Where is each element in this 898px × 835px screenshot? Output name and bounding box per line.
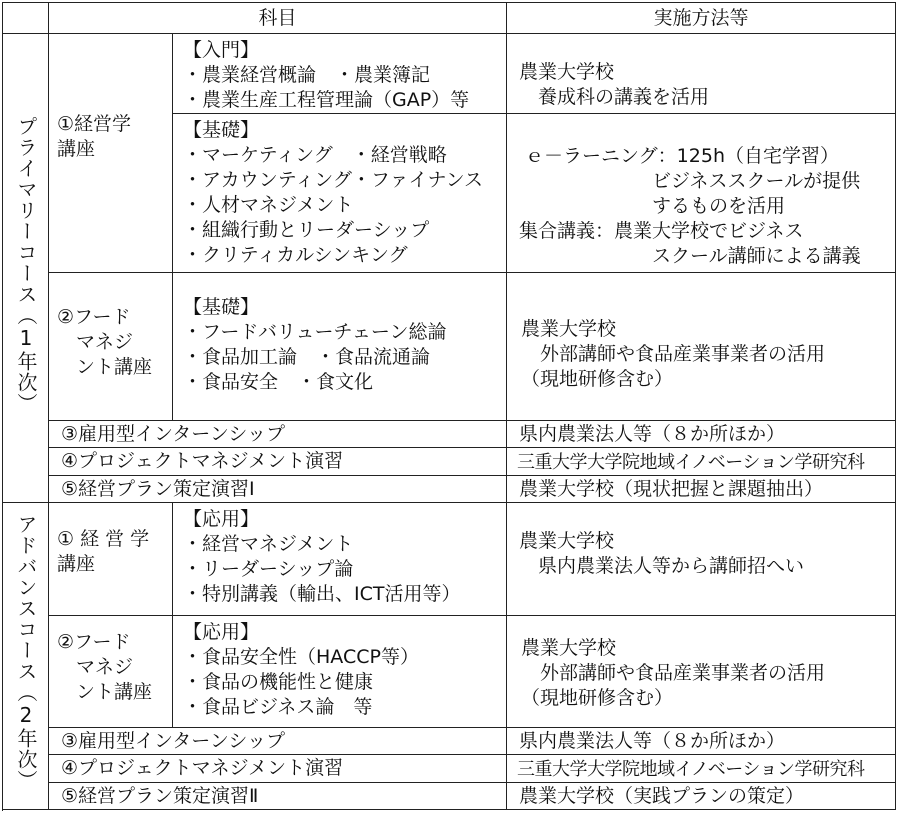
primary-basic-cell	[173, 114, 507, 273]
curriculum-table	[2, 2, 896, 810]
primary-food-row	[3, 273, 896, 421]
advanced-project-name: ④プロジェクトマネジメント演習	[49, 755, 507, 783]
advanced-mgmt-header: 【応用】	[183, 508, 260, 530]
advanced-food-cell	[173, 616, 507, 728]
header-subject: 科目	[49, 3, 507, 34]
advanced-course-label: アドバンスコース（2年次）	[3, 503, 49, 810]
advanced-mgmt-row	[3, 503, 896, 616]
list-item: ・経営マネジメント	[183, 533, 354, 555]
list-item: ・人材マネジメント	[183, 194, 354, 216]
advanced-mgmt-name: ① 経 営 学 講座	[49, 503, 173, 616]
advanced-food-name: ②フード マネジ ント講座	[49, 616, 173, 728]
list-item: ・食品ビジネス論 等	[183, 696, 373, 718]
primary-course-label: プライマリーコース（1年次）	[3, 34, 49, 503]
primary-intro-header: 【入門】	[183, 39, 260, 61]
primary-project-row	[3, 448, 896, 476]
primary-project-name: ④プロジェクトマネジメント演習	[49, 448, 507, 476]
list-item: ・食品安全性（HACCP等）	[183, 646, 419, 668]
header-row	[3, 3, 896, 34]
advanced-food-header: 【応用】	[183, 621, 260, 643]
primary-food-method: 農業大学校 外部講師や食品産業事業者の活用 （現地研修含む）	[507, 273, 896, 421]
list-item: ・特別講義（輸出、ICT活用等）	[183, 583, 461, 605]
primary-plan-name: ⑤経営プラン策定演習Ⅰ	[49, 476, 507, 503]
primary-internship-row	[3, 421, 896, 448]
primary-internship-method: 県内農業法人等（８か所ほか）	[507, 421, 896, 448]
primary-basic-header: 【基礎】	[183, 119, 260, 141]
advanced-plan-name: ⑤経営プラン策定演習Ⅱ	[49, 783, 507, 810]
advanced-internship-row	[3, 728, 896, 755]
primary-food-cell	[173, 273, 507, 421]
primary-food-name: ②フード マネジ ント講座	[49, 273, 173, 421]
list-item: ・農業生産工程管理論（GAP）等	[183, 89, 470, 111]
header-method: 実施方法等	[507, 3, 896, 34]
advanced-food-method: 農業大学校 外部講師や食品産業事業者の活用 （現地研修含む）	[507, 616, 896, 728]
primary-project-method: 三重大学大学院地域イノベーション学研究科	[507, 448, 896, 476]
advanced-mgmt-cell	[173, 503, 507, 616]
advanced-plan-row	[3, 783, 896, 810]
primary-plan-method: 農業大学校（現状把握と課題抽出）	[507, 476, 896, 503]
list-item: ・リーダーシップ論	[183, 558, 354, 580]
list-item: ・マーケティング ・経営戦略	[183, 144, 447, 166]
list-item: ・フードバリューチェーン総論	[183, 321, 447, 343]
list-item: ・農業経営概論 ・農業簿記	[183, 64, 431, 86]
list-item: ・食品の機能性と健康	[183, 671, 374, 693]
advanced-mgmt-method: 農業大学校 県内農業法人等から講師招へい	[507, 503, 896, 616]
advanced-project-method: 三重大学大学院地域イノベーション学研究科	[507, 755, 896, 783]
primary-intro-cell	[173, 34, 507, 114]
primary-internship-name: ③雇用型インターンシップ	[49, 421, 507, 448]
list-item: ・アカウンティング・ファイナンス	[183, 169, 484, 191]
header-blank	[3, 3, 49, 34]
primary-intro-method: 農業大学校 養成科の講義を活用	[507, 34, 896, 114]
advanced-food-row	[3, 616, 896, 728]
list-item: ・クリティカルシンキング	[183, 244, 408, 266]
advanced-internship-name: ③雇用型インターンシップ	[49, 728, 507, 755]
primary-mgmt-intro-row	[3, 34, 896, 114]
primary-basic-method: ｅ－ラーニング：125h（自宅学習） ビジネススクールが提供 するものを活用 集合講義：農業大学校でビジネス スクール講師による講義	[507, 114, 896, 273]
primary-mgmt-name: ①経営学 講座	[49, 34, 173, 273]
list-item: ・食品加工論 ・食品流通論	[183, 346, 431, 368]
advanced-plan-method: 農業大学校（実践プランの策定）	[507, 783, 896, 810]
primary-plan-row	[3, 476, 896, 503]
primary-food-header: 【基礎】	[183, 296, 260, 318]
list-item: ・食品安全 ・食文化	[183, 371, 374, 393]
advanced-project-row	[3, 755, 896, 783]
advanced-internship-method: 県内農業法人等（８か所ほか）	[507, 728, 896, 755]
list-item: ・組織行動とリーダーシップ	[183, 219, 430, 241]
